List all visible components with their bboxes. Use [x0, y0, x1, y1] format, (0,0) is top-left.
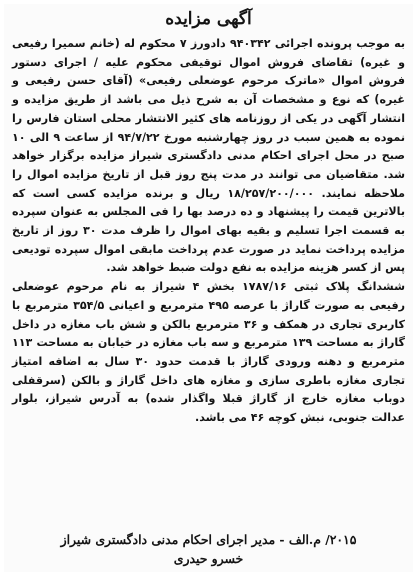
notice-title: آگهی مزایده [165, 9, 252, 29]
signature-reference: ۲۰۱۵/ م.الف - مدیر اجرای احکام مدنی دادگستری شیراز [60, 532, 357, 547]
notice-paragraph-2: ششدانگ پلاک ثبتی ۱۷۸۷/۱۶ بخش ۴ شیراز به نام مرحوم عوضعلی رفیعی به صورت گاراژ با عرصه ۴۹۵ مترمربع و اعیانی ۳۵۴/۵ مترمربع با کاربری تجاری در همکف و ۳۶ مترمربع بالکن و شش باب مغازه در داخل گاراژ به مساحت ۱۳۹ مترمربع و سه باب مغازه در خیابان به مساحت ۱۱۳ مترمربع و دهنه ورودی گاراژ با قدمت حدود ۳۰ سال به اضافه امتیاز تجاری مغازه باطری سازی و مغازه های داخل گاراژ و بالکن (سرقفلی دوباب مغازه خارج از گاراژ قبلا واگذار شده) به آدرس شیراز، بلوار عدالت جنوبی، نبش کوچه ۴۶ می باشد. [12, 280, 405, 425]
notice-paragraph-1: به موجب پرونده اجرائی ۹۴۰۳۴۲ دادورز ۷ محکوم له (خانم سمیرا رفیعی و غیره) تقاضای فروش اموال توقیفی محکوم علیه / اجرای دستور فروش اموال «ماترک مرحوم عوضعلی رفیعی» (آقای حسن رفیعی و غیره) که نوع و مشخصات آن به شرح ذیل می باشد از طریق مزایده و انتشار آگهی در یکی از روزنامه های کثیر الانتشار محلی استان فارس را نموده به همین سبب در روز چهارشنبه مورخ ۹۴/۷/۲۲ از ساعت ۹ الی ۱۰ صبح در محل اجرای احکام مدنی دادگستری شیراز مزایده برگزار خواهد شد. متقاضیان می توانند در مدت پنج روز قبل از تاریخ مزایده اموال را ملاحظه نمایند. ۱۸/۲۵۷/۲۰۰/۰۰۰ ریال و برنده مزایده کسی است که بالاترین قیمت را پیشنهاد و ده درصد بها را فی المجلس به عنوان سپرده به قسمت اجرا تسلیم و بقیه بهای اموال را ظرف مدت ۳۰ روز از تاریخ مزایده پرداخت نماید در صورت عدم پرداخت مابقی اموال سپرده تودیعی پس از کسر هزینه مزایده به نفع دولت ضبط خواهد شد. [12, 37, 405, 275]
signature-name: خسرو حیدری [173, 551, 244, 566]
notice-page [4, 4, 413, 572]
notice-signature [12, 530, 405, 568]
